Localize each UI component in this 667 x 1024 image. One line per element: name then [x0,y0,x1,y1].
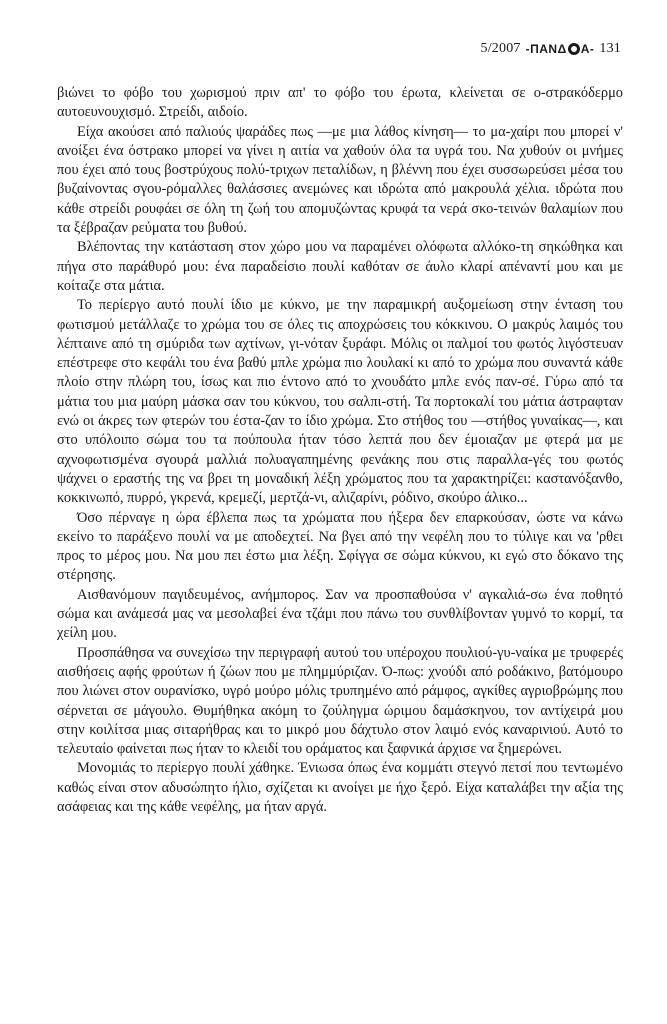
magazine-name [526,42,595,56]
paragraph: Όσο πέρναγε η ώρα έβλεπα πως τα χρώματα που ήξερα δεν επαρκούσαν, ώστε να κάνω εκείνο το παράξενο πουλί να με αποδεχτεί. Να βγει από την νεφέλη που το τύλιγε και να 'ρθει προς το μέρος μου. Να μου πει έστω μια λέξη. Σφίγγα σε σώμα κύκνου, κι εγώ στο δόκανο της στέρησης. [57,509,623,584]
pandora-logo-icon [568,43,580,55]
paragraph: Είχα ακούσει από παλιούς ψαράδες πως —με μια λάθος κίνηση— το μα-χαίρι που μπορεί ν' ανοίξει ένα όστρακο μπορεί να γίνει η αιτία να χαθούν όλα τα υγρά του. Να χυθούν οι μνήμες που έχει από τους βοστρύχους πολύ-τριχων πεταλίδων, η βλέννη που έχει συσσωρεύσει μέσα του βυζαίνοντας σγου-ρόμαλλες θαλάσσιες ανεμώνες και ιδρώτα από μακρουλά χέλια. ιδρώτα που κάθε στρείδι ρουφάει σε όλη τη ζωή του απομυζώντας κρυφά τα νερά σκο-τεινών θαλαμίων που τα ξέβραζαν ρεύματα του βυθού. [57,123,623,237]
paragraph: Βλέποντας την κατάσταση στον χώρο μου να παραμένει ολόφωτα αλλόκο-τη σηκώθηκα και πήγα στο παράθυρό μου: ένα παραδείσιο πουλί καθόταν σε άυλο κλαρί απέναντί μου και με κοίταζε στα μάτια. [57,239,623,294]
magazine-name-suffix: Α- [580,42,595,56]
magazine-name-prefix: -ΠΑΝΔ [525,42,567,56]
paragraph: βιώνει το φόβο του χωρισμού πριν απ' το φόβο του έρωτα, κλείνεται σε ο-στρακόδερμο αυτοευνουχισμό. Στρείδι, αιδοίο. [57,85,623,121]
page-number: 131 [599,41,621,56]
paragraph: Το περίεργο αυτό πουλί ίδιο με κύκνο, με την παραμικρή αυξομείωση στην ένταση του φωτισμού μετάλλαζε το χρώμα του σε όλες τις αποχρώσεις του κόκκινου. Ο μακρύς λαιμός του λέπταινε από τη σμύριδα των αχτίνων, γι-νόταν ξυράφι. Μόλις οι παλμοί του φωτός λιγόστευαν επέστρεφε στο κεφάλι του ένα βαθύ μπλε χρώμα πιο λουλακί κι από το χρώμα που συναντά κάθε πλοίο στην πλώρη του, ίσως και πιο έντονο από το χνουδάτο μπλε ενός παν-σέ. Γύρω από τα μάτια του μια μαύρη μάσκα σαν του κύκνου, του σαλπι-στή. Τα πορτοκαλί του μάτια άστραφταν ενώ οι άκρες των φτερών του έστα-ζαν το ίδιο χρώμα. Στο στήθος του —στήθος γυναίκας—, και στο υπόλοιπο σώμα του τα πούπουλα ήταν τόσο λεπτά που δεν έμοιαζαν με φτερά μα με αχνοφωτισμένα σγουρά μαλλιά πολυαγαπημένης φενάκης που στις παραλλα-γές του φωτός ψάχνει ο εραστής της να βρει τη μοναδική λέξη χρώματος που τα χαρακτηρίζει: καστανόξανθο, κοκκινωπό, πυρρό, γκρενά, κρεμεζί, μερτζά-νι, αλιζαρίνι, ρόδινο, σκούρο άλικο... [57,297,623,507]
running-header [481,41,622,57]
paragraph: Αισθανόμουν παγιδευμένος, ανήμπορος. Σαν να προσπαθούσα ν' αγκαλιά-σω ένα ποθητό σώμα και ανάμεσά μας να μεσολαβεί ένα τζάμι που πάνω του συνθλίβονταν γυμνό το κορμί, τα χείλη μου. [57,586,623,642]
issue-number: 5/2007 [480,41,521,56]
paragraph: Προσπάθησα να συνεχίσω την περιγραφή αυτού του υπέροχου πουλιού-γυ-ναίκα με τρυφερές αισθήσεις αφής φρούτων ή ζώων που με πλημμύριζαν. Ό-πως: χνούδι από ροδάκινο, βατόμουρο που λιώνει στον ουρανίσκο, υγρό μούρο μόλις τρυπημένο από ράμφος, αγκίθες αγριοβρώμης που σέρνεται σε μάγουλο. Θυμήθηκα ακόμη το ζούληγμα ώριμου δαμάσκηνου, τον αντίχειρά μου στην κοιλίτσα μιας σιταρήθρας και το μικρό μου δάχτυλο στον λαιμό ενός καναρινιού. Αυτό το τελευταίο φαίνεται πως ήταν το κλειδί του οράματος και ξαφνικά άρχισε να ξημερώνει. [57,644,623,758]
body-text [57,84,623,817]
paragraph: Μονομιάς το περίεργο πουλί χάθηκε. Ένιωσα όπως ένα κομμάτι στεγνό πετσί που τεντωμένο καθώς είναι στον αδυσώπητο ήλιο, σχίζεται κι ανοίγει με ήχο ξερό. Είχα καταλάβει την αξία της ασάφειας και της κάθε νεφέλης, μα ήταν αργά. [57,760,623,815]
